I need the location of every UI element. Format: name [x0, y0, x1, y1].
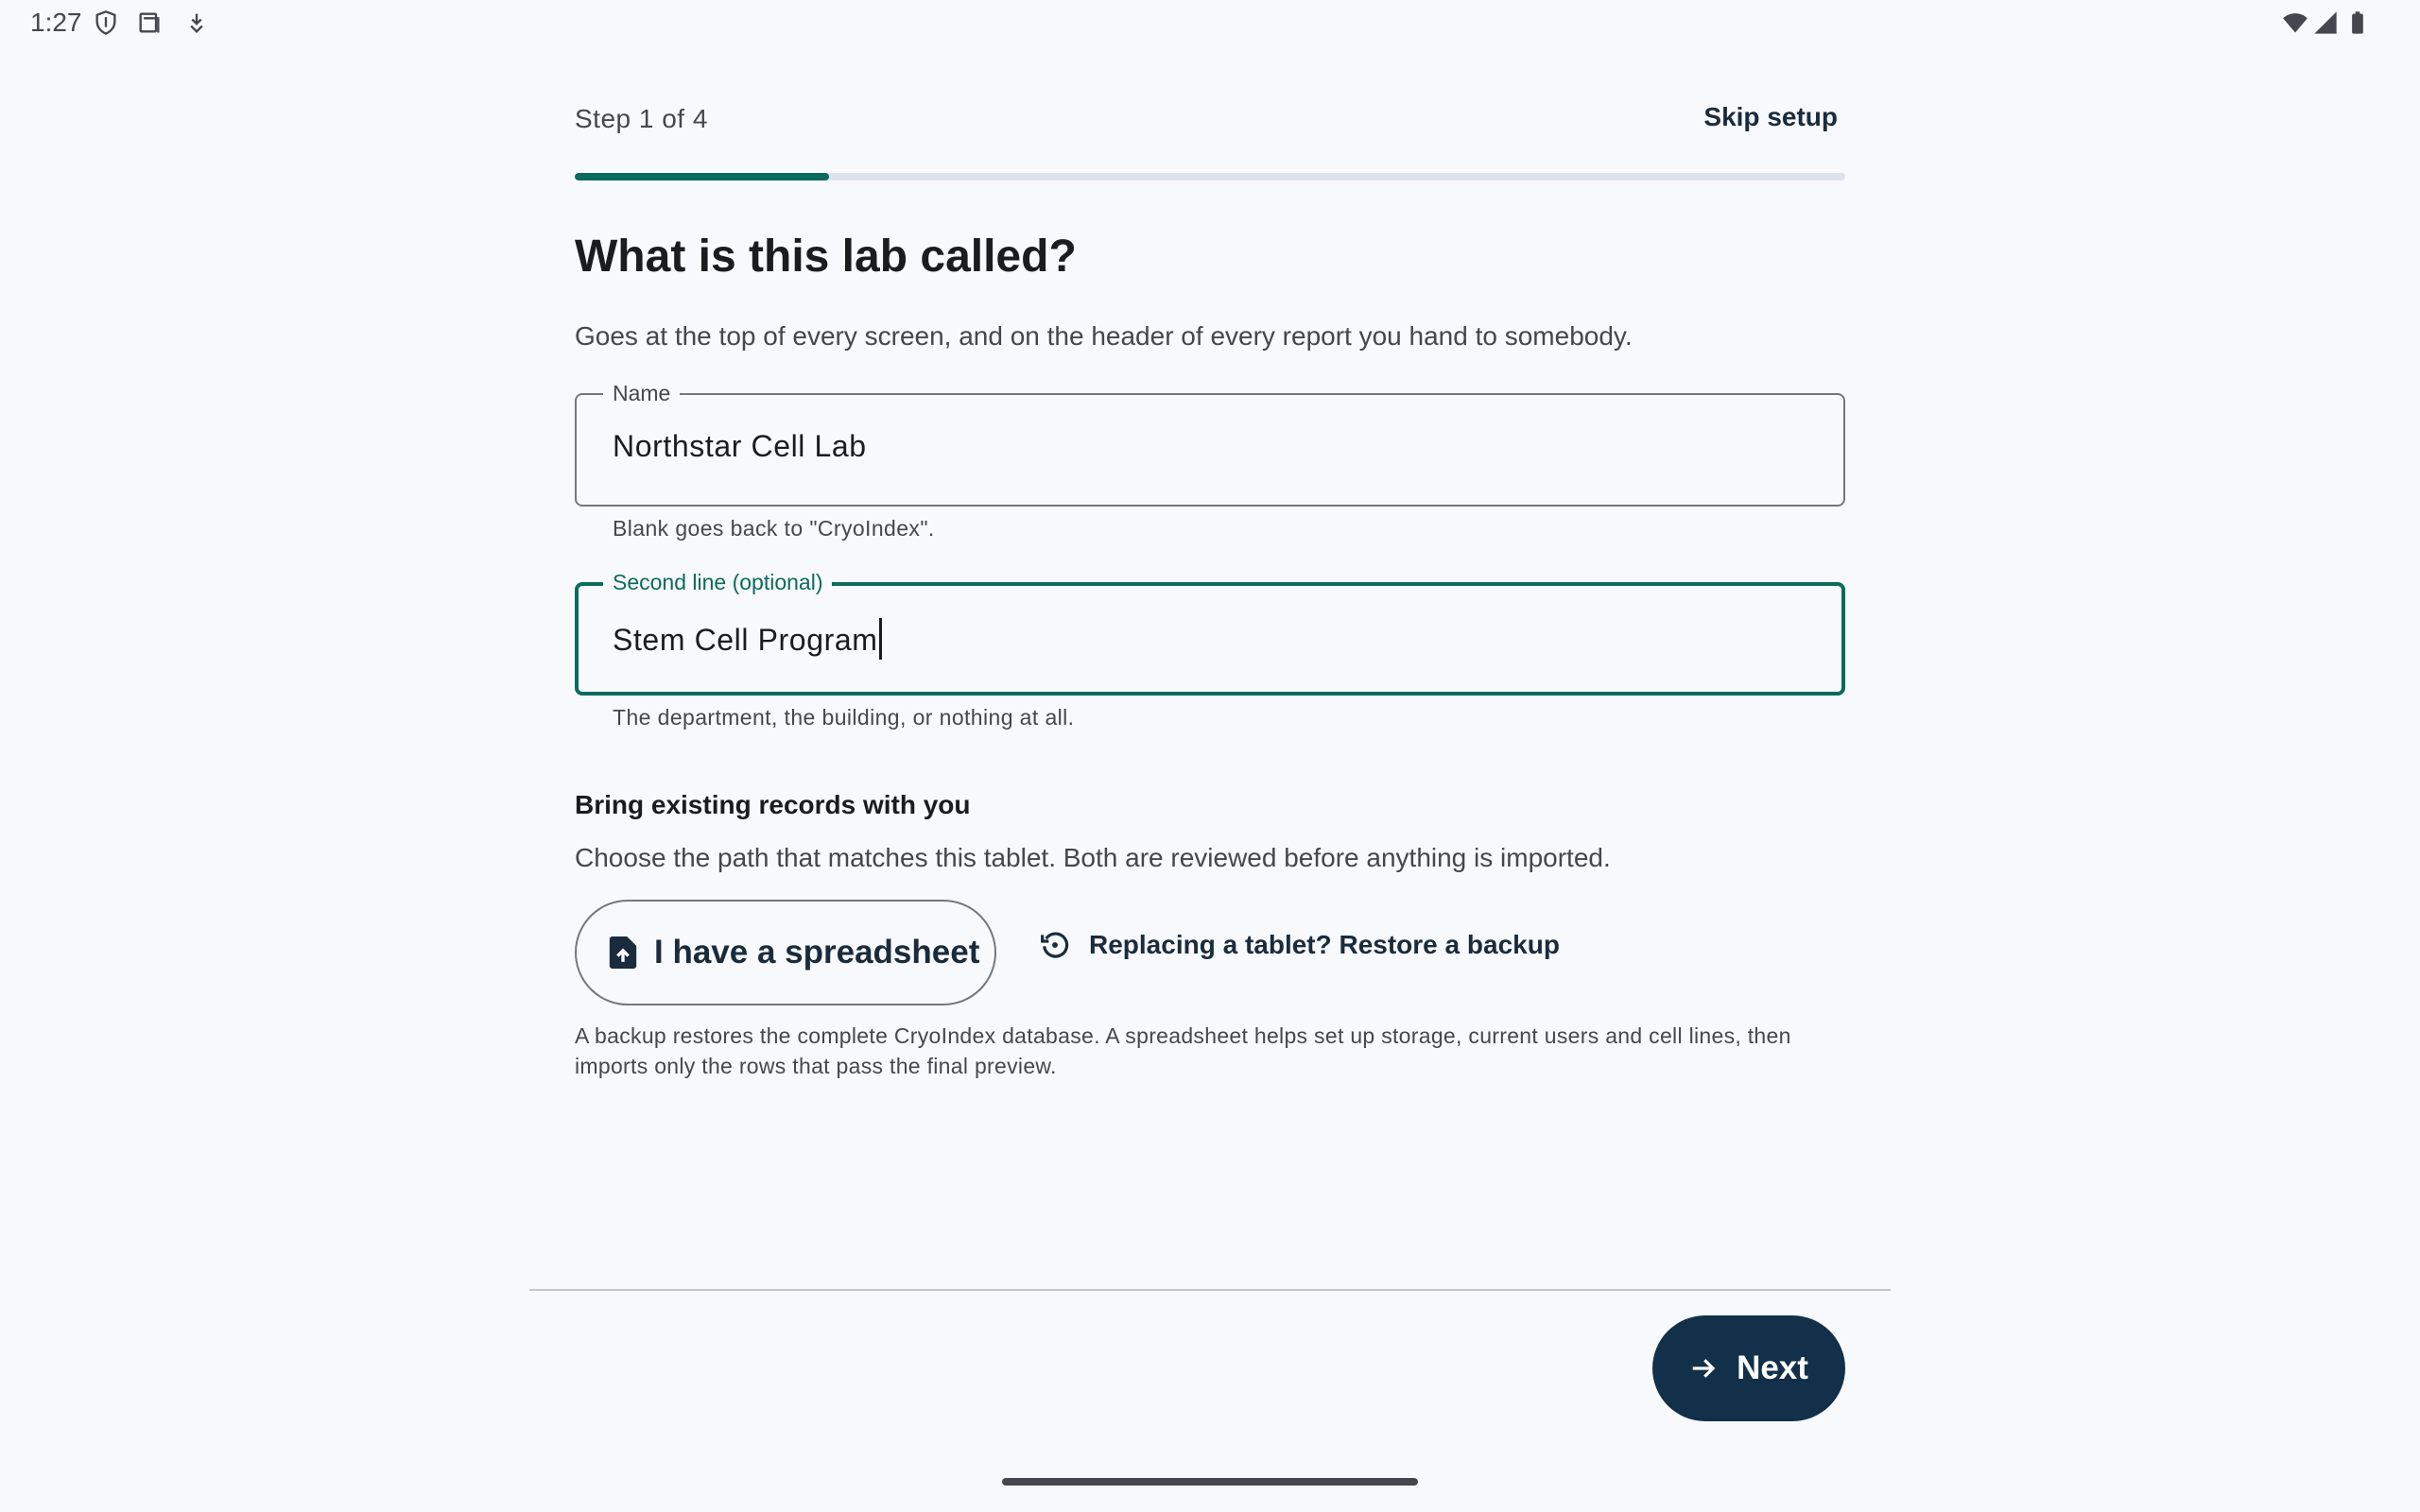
wifi-icon [2282, 9, 2308, 36]
restore-backup-button[interactable] [1040, 919, 1560, 971]
import-section-description: Choose the path that matches this tablet. Both are reviewed before anything is imported. [575, 843, 1611, 872]
name-input[interactable]: Northstar Cell Lab [613, 429, 867, 463]
signal-icon [2312, 9, 2339, 36]
next-button[interactable] [1652, 1315, 1845, 1421]
second-line-input[interactable] [613, 618, 882, 660]
name-helper-text: Blank goes back to "CryoIndex". [613, 516, 935, 541]
battery-icon [2344, 9, 2371, 36]
arrow-forward-icon [1689, 1354, 1718, 1383]
download-icon [183, 9, 210, 36]
status-time: 1:27 [30, 8, 82, 37]
import-section-title: Bring existing records with you [575, 790, 971, 819]
second-line-helper-text: The department, the building, or nothing at all. [613, 705, 1075, 730]
screen-record-icon [136, 9, 163, 36]
progress-bar-fill [575, 173, 829, 180]
next-button-label: Next [1737, 1349, 1808, 1386]
footer-divider [529, 1289, 1891, 1291]
import-footnote: A backup restores the complete CryoIndex database. A spreadsheet helps set up storage, current users and cell lines, then imports only the rows that pass the final preview. [575, 1023, 1791, 1078]
name-field-label: Name [603, 380, 680, 406]
spreadsheet-button-label: I have a spreadsheet [654, 934, 980, 971]
second-line-field-label: Second line (optional) [603, 569, 832, 595]
status-bar [0, 0, 2420, 45]
text-caret [879, 618, 882, 660]
gesture-nav-handle[interactable] [1002, 1478, 1418, 1486]
second-line-field[interactable] [575, 570, 1845, 696]
progress-bar [575, 173, 1845, 180]
step-indicator: Step 1 of 4 [575, 104, 708, 133]
restore-backup-label: Replacing a tablet? Restore a backup [1089, 930, 1560, 959]
restore-icon [1040, 930, 1070, 960]
skip-setup-button[interactable]: Skip setup [1703, 102, 1838, 131]
page-subtitle: Goes at the top of every screen, and on the header of every report you hand to somebody. [575, 321, 1633, 351]
name-field[interactable] [575, 381, 1845, 507]
second-line-value: Stem Cell Program [613, 623, 878, 657]
shield-icon [93, 9, 119, 36]
spreadsheet-button[interactable] [575, 900, 996, 1005]
file-upload-icon [609, 936, 637, 969]
page-title: What is this lab called? [575, 232, 1077, 282]
